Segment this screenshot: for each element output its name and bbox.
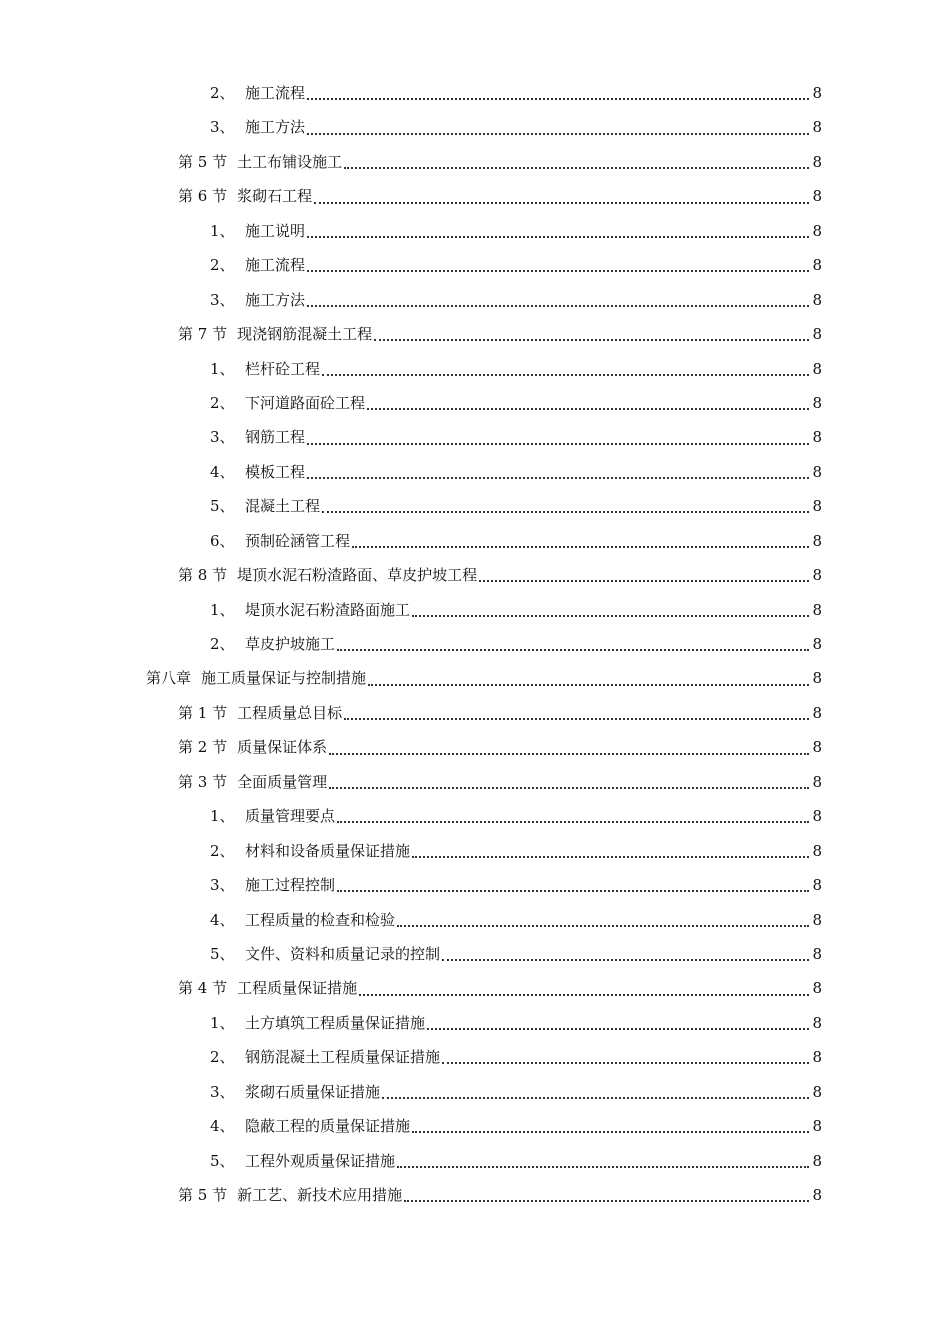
toc-entry-page-number: 8: [812, 876, 822, 895]
toc-entry-title: 堤顶水泥石粉渣路面施工: [245, 600, 411, 619]
toc-entry-title: 模板工程: [245, 462, 306, 481]
toc-entry[interactable]: [0, 903, 822, 937]
toc-entry-title: 施工方法: [245, 118, 306, 137]
toc-entry[interactable]: [0, 834, 822, 868]
toc-entry-number: 第 4 节: [178, 979, 228, 998]
toc-entry-title: 施工过程控制: [245, 876, 336, 895]
toc-entry-number: 1、: [210, 221, 235, 240]
toc-entry-page-number: 8: [812, 910, 822, 929]
toc-entry-page-number: 8: [812, 152, 822, 171]
toc-dot-leader: [314, 202, 809, 204]
toc-dot-leader: [397, 1166, 809, 1168]
toc-entry-number: 3、: [210, 428, 235, 447]
toc-dot-leader: [412, 615, 809, 617]
toc-entry[interactable]: [0, 1109, 822, 1143]
toc-entry-page-number: 8: [812, 84, 822, 102]
toc-dot-leader: [337, 890, 809, 892]
toc-entry-title: 工程质量的检查和检验: [245, 910, 396, 929]
toc-entry[interactable]: [0, 76, 822, 110]
toc-entry-number: 2、: [210, 635, 235, 653]
toc-entry-number: 3、: [210, 1082, 235, 1101]
toc-entry-title: 混凝土工程: [245, 497, 321, 516]
toc-entry-page-number: 8: [812, 841, 822, 860]
toc-entry[interactable]: [0, 317, 822, 351]
toc-dot-leader: [367, 408, 809, 410]
toc-entry-page-number: 8: [812, 256, 822, 275]
toc-entry[interactable]: [0, 455, 822, 489]
toc-entry-title: 草皮护坡施工: [245, 635, 336, 653]
toc-entry-number: 5、: [210, 497, 235, 516]
toc-entry-title: 施工流程: [245, 256, 306, 275]
toc-entry[interactable]: [0, 352, 822, 386]
toc-entry-page-number: 8: [812, 428, 822, 447]
toc-entry[interactable]: [0, 799, 822, 833]
toc-entry-page-number: 8: [812, 325, 822, 344]
toc-entry-title: 质量保证体系: [237, 738, 328, 757]
toc-entry-number: 第 8 节: [178, 566, 228, 585]
toc-entry[interactable]: [0, 937, 822, 971]
toc-entry-number: 4、: [210, 1117, 235, 1136]
toc-entry-title: 施工方法: [245, 290, 306, 309]
toc-entry-title: 现浇钢筋混凝土工程: [237, 325, 373, 344]
toc-entry-number: 1、: [210, 600, 235, 619]
table-of-contents: [0, 76, 950, 1212]
toc-entry-page-number: 8: [812, 290, 822, 309]
toc-entry[interactable]: [0, 1178, 822, 1212]
toc-entry[interactable]: [0, 661, 822, 695]
toc-entry-page-number: 8: [812, 1186, 822, 1204]
toc-entry-number: 2、: [210, 256, 235, 275]
toc-dot-leader: [307, 305, 809, 307]
toc-entry[interactable]: [0, 971, 822, 1005]
toc-entry-title: 土工布铺设施工: [237, 152, 343, 171]
toc-entry-page-number: 8: [812, 1082, 822, 1101]
toc-entry-page-number: 8: [812, 359, 822, 378]
toc-entry[interactable]: [0, 1144, 822, 1178]
toc-entry-title: 新工艺、新技术应用措施: [237, 1186, 403, 1204]
toc-entry[interactable]: [0, 730, 822, 764]
toc-entry-page-number: 8: [812, 531, 822, 550]
toc-dot-leader: [322, 511, 809, 513]
toc-entry[interactable]: [0, 110, 822, 144]
toc-entry-number: 2、: [210, 1048, 235, 1067]
toc-dot-leader: [307, 98, 809, 100]
toc-entry-page-number: 8: [812, 979, 822, 998]
toc-entry-number: 1、: [210, 1013, 235, 1032]
toc-dot-leader: [442, 959, 809, 961]
toc-entry-title: 预制砼涵管工程: [245, 531, 351, 550]
toc-entry-number: 3、: [210, 290, 235, 309]
toc-dot-leader: [397, 925, 809, 927]
toc-entry-title: 材料和设备质量保证措施: [245, 841, 411, 860]
toc-entry-number: 3、: [210, 118, 235, 137]
toc-entry[interactable]: [0, 1040, 822, 1074]
toc-entry-title: 堤顶水泥石粉渣路面、草皮护坡工程: [237, 566, 478, 585]
toc-entry-page-number: 8: [812, 944, 822, 963]
toc-entry-page-number: 8: [812, 1048, 822, 1067]
toc-entry-title: 质量管理要点: [245, 807, 336, 826]
toc-entry[interactable]: [0, 420, 822, 454]
toc-entry-page-number: 8: [812, 221, 822, 240]
toc-entry[interactable]: [0, 283, 822, 317]
toc-dot-leader: [307, 477, 809, 479]
toc-entry-page-number: 8: [812, 497, 822, 516]
toc-entry-number: 4、: [210, 910, 235, 929]
toc-entry-title: 工程外观质量保证措施: [245, 1151, 396, 1170]
toc-dot-leader: [337, 649, 809, 651]
toc-dot-leader: [382, 1097, 809, 1099]
toc-entry-number: 第 2 节: [178, 738, 228, 757]
toc-entry-page-number: 8: [812, 703, 822, 722]
toc-entry-title: 施工说明: [245, 221, 306, 240]
toc-dot-leader: [307, 270, 809, 272]
toc-entry-number: 第 3 节: [178, 772, 228, 791]
toc-entry[interactable]: [0, 489, 822, 523]
toc-dot-leader: [344, 718, 809, 720]
toc-entry-title: 全面质量管理: [237, 772, 328, 791]
toc-entry-number: 4、: [210, 462, 235, 481]
toc-entry-title: 下河道路面砼工程: [245, 393, 366, 412]
toc-entry-title: 栏杆砼工程: [245, 359, 321, 378]
toc-entry-title: 施工流程: [245, 84, 306, 102]
toc-entry-number: 第 6 节: [178, 187, 228, 206]
toc-entry[interactable]: [0, 179, 822, 213]
toc-entry-number: 5、: [210, 1151, 235, 1170]
toc-entry-number: 2、: [210, 393, 235, 412]
toc-entry-page-number: 8: [812, 1013, 822, 1032]
toc-entry-number: 3、: [210, 876, 235, 895]
toc-entry[interactable]: [0, 386, 822, 420]
toc-entry-number: 2、: [210, 84, 235, 102]
toc-dot-leader: [442, 1062, 809, 1064]
toc-entry-number: 6、: [210, 531, 235, 550]
toc-entry-page-number: 8: [812, 462, 822, 481]
toc-entry-page-number: 8: [812, 600, 822, 619]
toc-entry[interactable]: [0, 145, 822, 179]
toc-entry-page-number: 8: [812, 807, 822, 826]
toc-entry[interactable]: [0, 214, 822, 248]
toc-dot-leader: [337, 821, 809, 823]
toc-entry-title: 文件、资料和质量记录的控制: [245, 944, 441, 963]
toc-entry-page-number: 8: [812, 1117, 822, 1136]
toc-entry[interactable]: [0, 696, 822, 730]
toc-dot-leader: [368, 684, 809, 686]
toc-entry-page-number: 8: [812, 187, 822, 206]
toc-entry-number: 2、: [210, 841, 235, 860]
toc-entry-title: 浆砌石工程: [237, 187, 313, 206]
toc-entry-title: 浆砌石质量保证措施: [245, 1082, 381, 1101]
toc-entry[interactable]: [0, 558, 822, 592]
toc-dot-leader: [404, 1200, 809, 1202]
toc-entry[interactable]: [0, 524, 822, 558]
toc-entry-title: 工程质量总目标: [237, 703, 343, 722]
toc-entry-page-number: 8: [812, 1151, 822, 1170]
toc-entry[interactable]: [0, 627, 822, 661]
toc-dot-leader: [344, 167, 809, 169]
toc-entry-page-number: 8: [812, 118, 822, 137]
toc-dot-leader: [307, 133, 809, 135]
toc-entry[interactable]: [0, 1006, 822, 1040]
toc-entry-title: 钢筋混凝土工程质量保证措施: [245, 1048, 441, 1067]
toc-entry-number: 第八章: [146, 669, 192, 688]
toc-dot-leader: [329, 753, 809, 755]
toc-entry-number: 1、: [210, 807, 235, 826]
toc-dot-leader: [352, 546, 809, 548]
toc-entry-page-number: 8: [812, 738, 822, 757]
toc-entry-number: 1、: [210, 359, 235, 378]
toc-dot-leader: [329, 787, 809, 789]
toc-entry-page-number: 8: [812, 393, 822, 412]
toc-entry-page-number: 8: [812, 669, 822, 688]
toc-dot-leader: [307, 443, 809, 445]
toc-entry-number: 第 7 节: [178, 325, 228, 344]
toc-entry-number: 第 5 节: [178, 152, 228, 171]
toc-entry-title: 隐蔽工程的质量保证措施: [245, 1117, 411, 1136]
toc-entry[interactable]: [0, 1075, 822, 1109]
toc-dot-leader: [427, 1028, 809, 1030]
toc-entry-title: 钢筋工程: [245, 428, 306, 447]
toc-dot-leader: [479, 580, 809, 582]
toc-dot-leader: [412, 1131, 809, 1133]
toc-entry-page-number: 8: [812, 566, 822, 585]
toc-entry-number: 第 5 节: [178, 1186, 228, 1204]
toc-entry-title: 施工质量保证与控制措施: [201, 669, 367, 688]
toc-entry[interactable]: [0, 248, 822, 282]
toc-entry[interactable]: [0, 765, 822, 799]
toc-entry-page-number: 8: [812, 772, 822, 791]
toc-entry-page-number: 8: [812, 635, 822, 653]
toc-dot-leader: [359, 994, 809, 996]
toc-entry-number: 第 1 节: [178, 703, 228, 722]
toc-dot-leader: [374, 339, 809, 341]
toc-dot-leader: [307, 236, 809, 238]
toc-dot-leader: [412, 856, 809, 858]
toc-entry[interactable]: [0, 593, 822, 627]
toc-entry-title: 土方填筑工程质量保证措施: [245, 1013, 426, 1032]
toc-dot-leader: [322, 374, 809, 376]
toc-entry-number: 5、: [210, 944, 235, 963]
toc-entry-title: 工程质量保证措施: [237, 979, 358, 998]
toc-entry[interactable]: [0, 868, 822, 902]
